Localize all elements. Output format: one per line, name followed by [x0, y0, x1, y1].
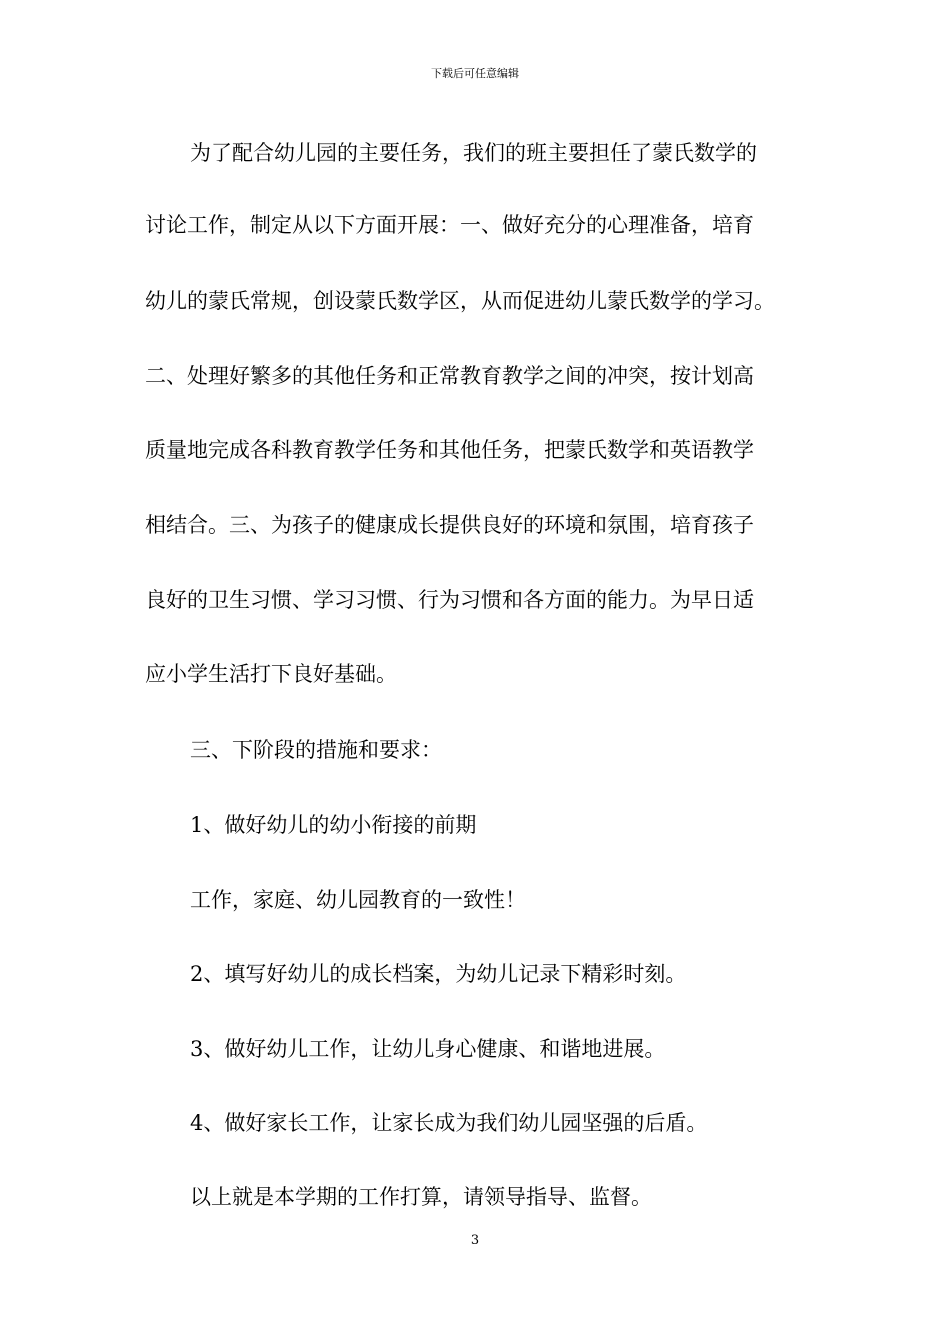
closing-line: 以上就是本学期的工作打算，请领导指导、监督。 — [190, 1185, 652, 1209]
section-heading: 三、下阶段的措施和要求： — [190, 738, 442, 762]
list-item-continuation: 工作，家庭、幼儿园教育的一致性！ — [190, 888, 526, 912]
paragraph-line: 为了配合幼儿园的主要任务，我们的班主要担任了蒙氏数学的 — [190, 141, 757, 165]
paragraph-line: 二、处理好繁多的其他任务和正常教育教学之间的冲突，按计划高 — [145, 364, 754, 388]
list-item: 4、做好家长工作，让家长成为我们幼儿园坚强的后盾。 — [190, 1111, 708, 1135]
list-item: 3、做好幼儿工作，让幼儿身心健康、和谐地进展。 — [190, 1037, 666, 1061]
page-number: 3 — [470, 1233, 480, 1248]
paragraph-line: 质量地完成各科教育教学任务和其他任务，把蒙氏数学和英语教学 — [145, 438, 754, 462]
list-item: 1、做好幼儿的幼小衔接的前期 — [190, 813, 477, 837]
paragraph-line: 应小学生活打下良好基础。 — [145, 662, 397, 686]
page-header: 下载后可任意编辑 — [431, 67, 519, 80]
list-item: 2、填写好幼儿的成长档案，为幼儿记录下精彩时刻。 — [190, 962, 687, 986]
paragraph-line: 讨论工作，制定从以下方面开展：一、做好充分的心理准备，培育 — [145, 213, 754, 237]
paragraph-line: 幼儿的蒙氏常规，创设蒙氏数学区，从而促进幼儿蒙氏数学的学习。 — [145, 289, 775, 313]
paragraph-line: 相结合。三、为孩子的健康成长提供良好的环境和氛围，培育孩子 — [145, 513, 754, 537]
paragraph-line: 良好的卫生习惯、学习习惯、行为习惯和各方面的能力。为早日适 — [145, 588, 754, 612]
